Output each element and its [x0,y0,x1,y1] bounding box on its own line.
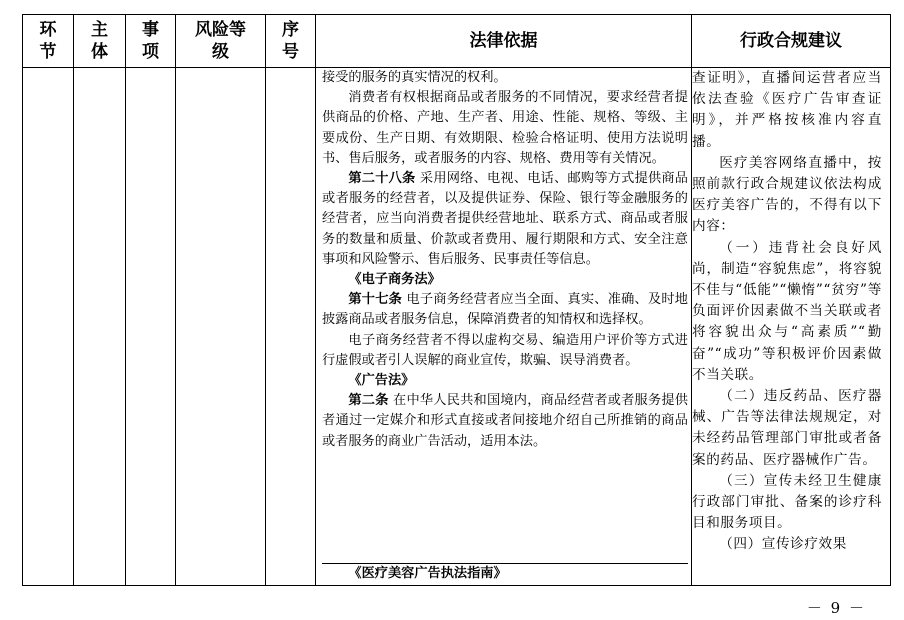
article-number: 第二十八条 [348,171,416,187]
page-number: － 9 － [806,599,866,617]
header-segment: 环 节 [39,20,57,62]
legal-basis-cell [322,68,688,584]
legal-paragraph: 第十七条 电子商务经营者应当全面、真实、准确、及时地披露商品或者服务信息，保障消费者的知情权和选择权。 [322,292,688,328]
advice-paragraph: （二）违反药品、医疗器械、广告等法律法规规定，对未经药品管理部门审批或者备案的药品、医疗器械作广告。 [692,388,882,468]
advice-paragraph: （四）宣传诊疗效果 [719,536,847,553]
column-divider [125,15,126,585]
header-legal-basis: 法律依据 [469,31,538,51]
column-divider [73,15,74,585]
advice-paragraph: （三）宣传未经卫生健康行政部门审批、备案的诊疗科目和服务项目。 [692,472,882,532]
article-number: 第二条 [348,393,389,409]
column-divider [315,15,316,585]
legal-paragraph: 第二条 在中华人民共和国境内，商品经营者或者服务提供者通过一定媒介和形式直接或者间接地介绍自己所推销的商品或者服务的商业广告活动，适用本法。 [322,393,688,449]
guide-title: 《医疗美容广告执法指南》 [322,563,688,584]
legal-paragraph: 电子商务经营者不得以虚构交易、编造用户评价等方式进行虚假或者引人误解的商业宣传，欺骗、误导消费者。 [322,332,688,368]
header-risk-level: 风险等 级 [195,20,246,62]
compliance-advice-cell [692,68,882,584]
legal-paragraph: 第二十八条 采用网络、电视、电话、邮购等方式提供商品或者服务的经营者，以及提供证券、保险、银行等金融服务的经营者，应当向消费者提供经营地址、联系方式、商品或者服务的数量和质量、价款或者费用、履行期限和方式、安全注意事项和风险警示、售后服务、民事责任等信息。 [322,171,688,267]
regulation-table [22,14,891,586]
advice-paragraph: （一）违背社会良好风尚，制造“容貌焦虑”，将容貌不佳与“低能”“懒惰”“贫穷”等负面评价因素做不当关联或者将容貌出众与“高素质”“勤奋”“成功”等积极评价因素做不当关联。 [692,239,882,383]
legal-paragraph: 消费者有权根据商品或者服务的不同情况，要求经营者提供商品的价格、产地、生产者、用途、性能、规格、等级、主要成份、生产日期、有效期限、检验合格证明、使用方法说明书、售后服务，或者服务的内容、规格、费用等有关情况。 [322,90,688,166]
article-number: 第十七条 [348,292,403,308]
header-subject: 主 体 [91,20,108,62]
header-serial: 序 号 [282,20,299,62]
header-matter: 事 项 [142,20,159,62]
law-title: 《广告法》 [348,373,415,389]
advice-paragraph: 查证明》，直播间运营者应当依法查验《医疗广告审查证明》，并严格按核准内容直播。 [692,70,882,150]
advice-paragraph: 医疗美容网络直播中，按照前款行政合规建议依法构成医疗美容广告的，不得有以下内容： [692,154,882,235]
column-divider [175,15,176,585]
law-title: 《电子商务法》 [348,272,441,288]
header-compliance-advice: 行政合规建议 [740,31,842,51]
column-divider [265,15,266,585]
legal-paragraph: 接受的服务的真实情况的权利。 [322,70,507,85]
